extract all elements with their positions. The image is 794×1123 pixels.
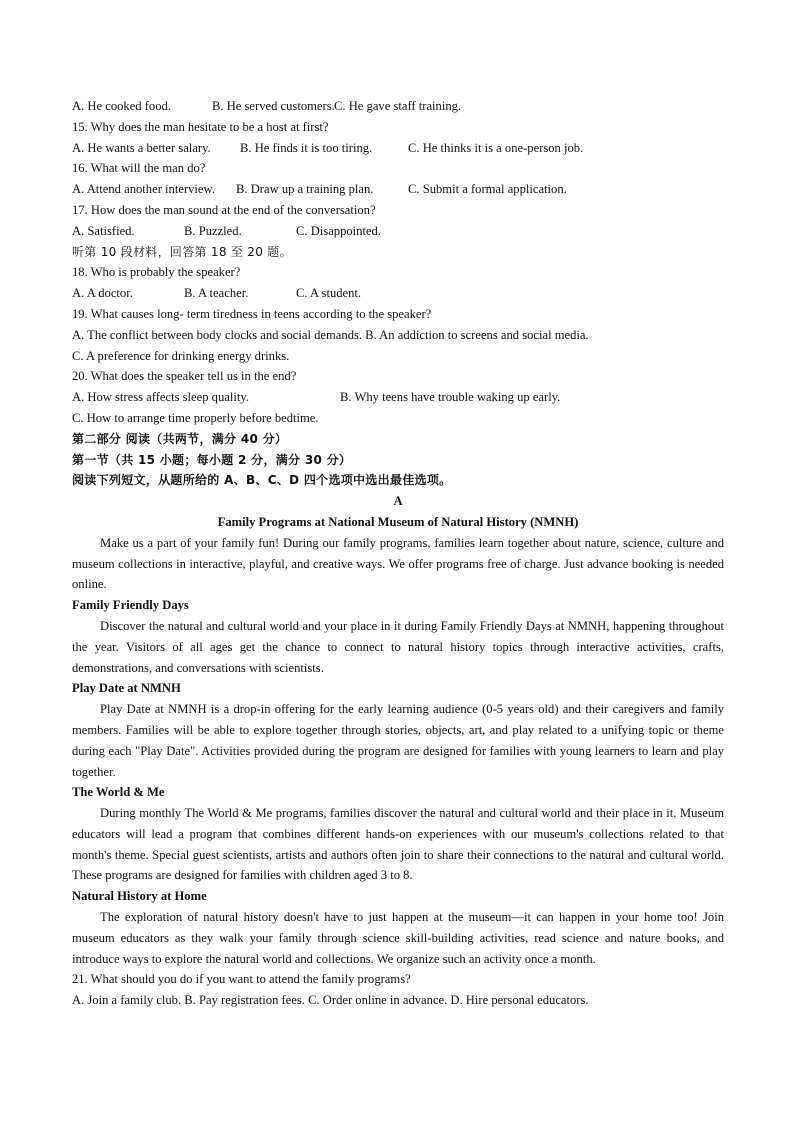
section-heading-world-and-me: The World & Me	[72, 785, 165, 800]
q17-stem: 17. How does the man sound at the end of the conversation?	[72, 202, 376, 217]
option-b: B. A teacher.	[184, 286, 249, 301]
option-b: B. Draw up a training plan.	[236, 182, 374, 197]
q20-stem: 20. What does the speaker tell us in the end?	[72, 369, 297, 384]
passage-letter: A	[393, 494, 403, 509]
q19-stem: 19. What causes long- term tiredness in teens according to the speaker?	[72, 306, 432, 321]
option-c: C. Disappointed.	[296, 223, 382, 238]
section-heading-family-friendly-days: Family Friendly Days	[72, 598, 189, 613]
section-heading-natural-history-at-home: Natural History at Home	[72, 889, 207, 904]
q17-options	[72, 221, 724, 242]
q16-stem: 16. What will the man do?	[72, 161, 206, 176]
q14-options	[72, 96, 724, 117]
q19-option-c: C. A preference for drinking energy drinks.	[72, 348, 290, 363]
option-b: B. Puzzled.	[184, 223, 242, 238]
option-c: C. Submit a formal application.	[408, 182, 567, 197]
option-a: A. He wants a better salary.	[72, 140, 211, 155]
reading-instruction: 阅读下列短文，从题所给的 A、B、C、D 四个选项中选出最佳选项。	[72, 473, 452, 488]
section-body-world-and-me: During monthly The World & Me programs, families discover the natural and cultural world and their place in it. Museum educators will lead a program that combines different hands-on experiences with our museum's collections related to that month's theme. Special guest scientists, artists and authors often join to share their connections to the natural and cultural world. These programs are designed for families with children aged 3 to 8.	[72, 806, 724, 883]
option-c: C. He gave staff training.	[334, 99, 462, 113]
option-a: A. A doctor.	[72, 286, 133, 301]
q18-stem: 18. Who is probably the speaker?	[72, 265, 241, 280]
option-b: B. Why teens have trouble waking up early.	[340, 390, 561, 405]
section1-title: 第一节（共 15 小题；每小题 2 分，满分 30 分）	[72, 452, 352, 467]
passage-title: Family Programs at National Museum of Natural History (NMNH)	[217, 514, 579, 529]
option-c: C. A student.	[296, 286, 362, 301]
q20-options	[72, 387, 724, 408]
section-10-instruction: 听第 10 段材料，回答第 18 至 20 题。	[72, 244, 292, 259]
section-heading-play-date: Play Date at NMNH	[72, 681, 181, 696]
section-body-natural-history-at-home: The exploration of natural history doesn't have to just happen at the museum—it can happen in your home too! Join museum educators as they walk your family through science skill-building activities, read science and nature books, and introduce ways to explore the natural world and collections. We organize such an activity once a month.	[72, 910, 724, 966]
passage-intro: Make us a part of your family fun! During our family programs, families learn together about nature, science, culture and museum collections in interactive, playful, and creative ways. We offer programs free of charge. Just advance booking is needed online.	[72, 535, 724, 592]
q15-stem: 15. Why does the man hesitate to be a host at first?	[72, 119, 329, 134]
option-a: A. Attend another interview.	[72, 182, 215, 197]
part2-title: 第二部分 阅读（共两节，满分 40 分）	[72, 431, 288, 446]
q20-option-c: C. How to arrange time properly before bedtime.	[72, 410, 319, 425]
q16-options	[72, 179, 724, 200]
q19-options-ab: A. The conflict between body clocks and social demands. B. An addiction to screens and social media.	[72, 327, 589, 342]
q18-options	[72, 283, 724, 304]
option-a: A. He cooked food.	[72, 99, 171, 113]
option-c: C. He thinks it is a one-person job.	[408, 140, 584, 155]
option-a: A. Satisfied.	[72, 223, 135, 238]
section-body-family-friendly-days: Discover the natural and cultural world and your place in it during Family Friendly Days at NMNH, happening throughout the year. Visitors of all ages get the chance to connect to natural history topics through interactive activities, crafts, demonstrations, and conversations with scientists.	[72, 618, 724, 675]
q15-options	[72, 138, 724, 159]
q21-options: A. Join a family club. B. Pay registration fees. C. Order online in advance. D. Hire personal educators.	[72, 993, 589, 1008]
exam-page	[72, 96, 724, 1011]
q21-stem: 21. What should you do if you want to attend the family programs?	[72, 972, 411, 987]
option-b: B. He finds it is too tiring.	[240, 140, 373, 155]
option-a: A. How stress affects sleep quality.	[72, 390, 249, 405]
section-body-play-date: Play Date at NMNH is a drop-in offering for the early learning audience (0-5 years old) and their caregivers and family members. Families will be able to explore together through stories, objects, art, and play related to a unifying topic or theme during each "Play Date". Activities provided during the program are designed for families with young learners to learn and play together.	[72, 702, 724, 779]
option-b: B. He served customers.	[212, 99, 335, 113]
